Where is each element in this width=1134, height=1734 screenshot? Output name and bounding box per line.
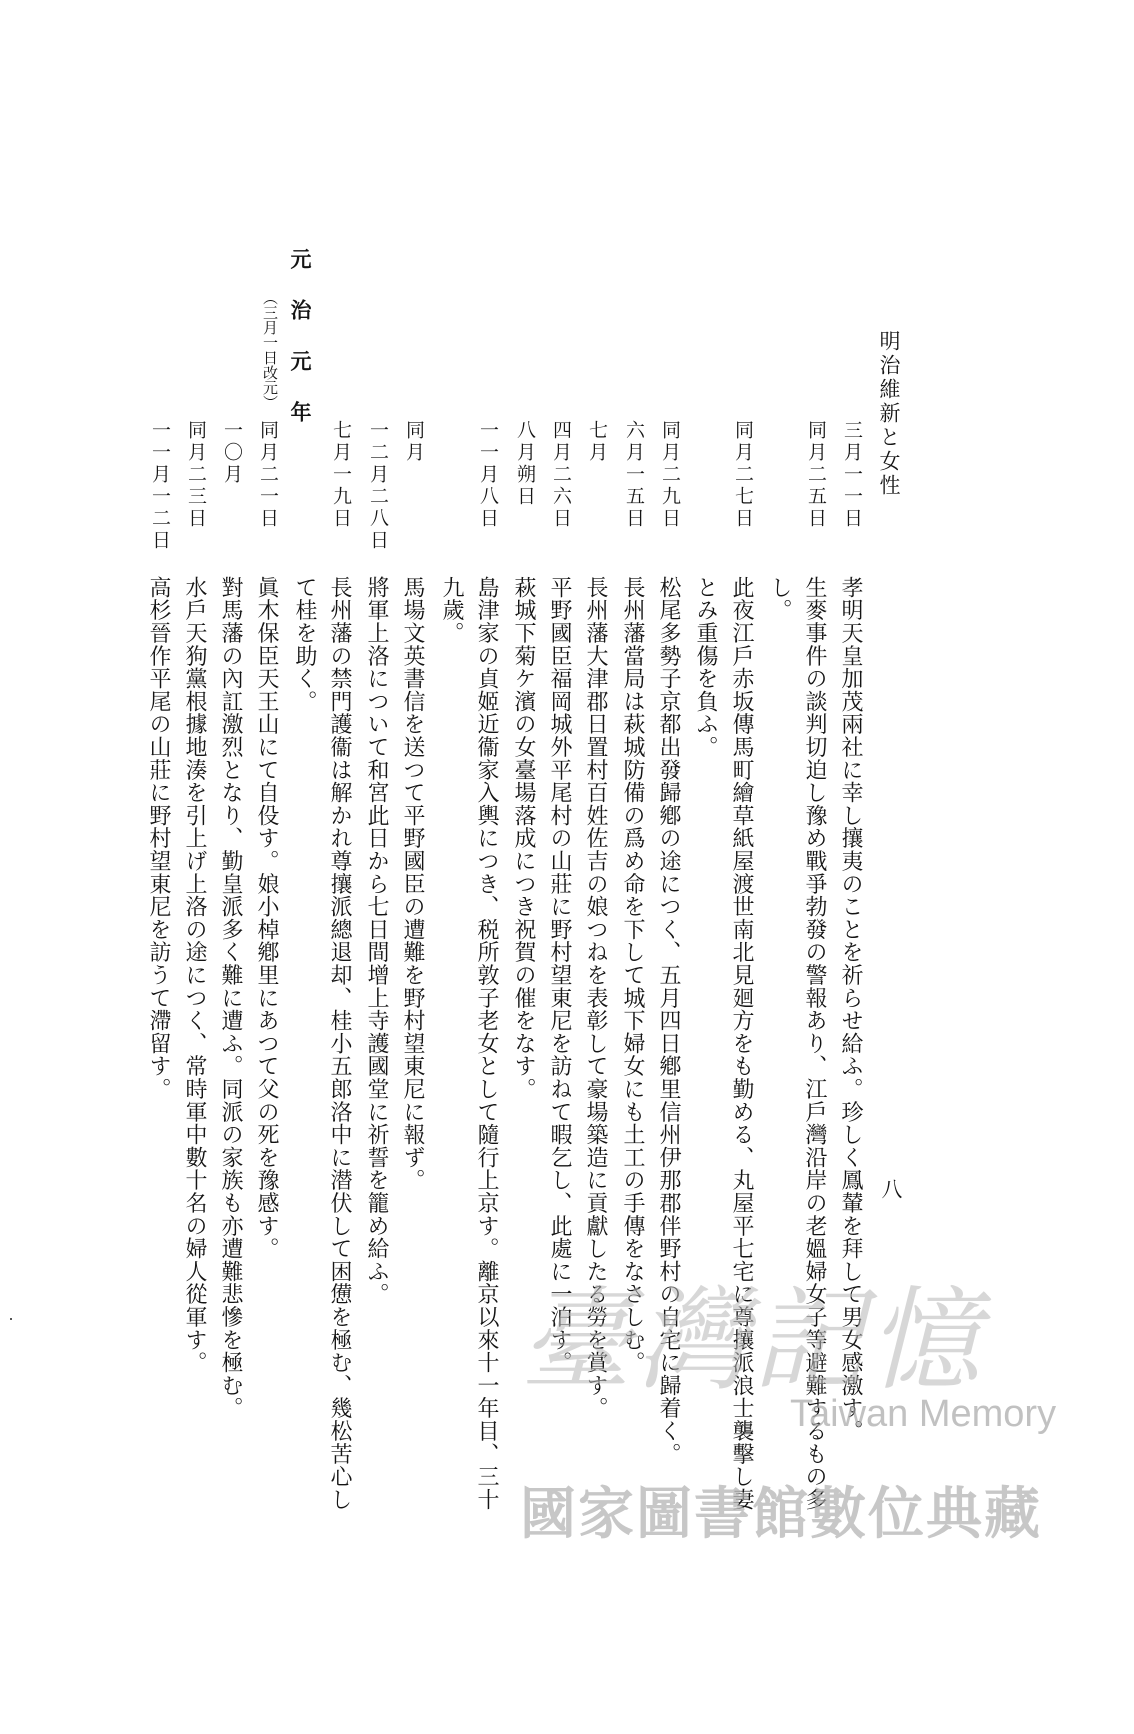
entry-date: 同月二一日 xyxy=(257,420,279,530)
entry-date: 一一月一二日 xyxy=(149,420,171,552)
entry-date: 一二月二八日 xyxy=(367,420,389,552)
entry-date: 同月二七日 xyxy=(732,420,754,530)
watermark-subtitle: 國家圖書館數位典藏 xyxy=(520,1482,1042,1547)
entry-text: 島津家の貞姬近衞家入輿につき、税所敦子老女として隨行上京す。離京以來十一年目、三十 xyxy=(474,576,499,1511)
watermark-title: 臺灣記憶 xyxy=(520,1276,984,1406)
entry-text: 對馬藩の內訌激烈となり、勤皇派多く難に遭ふ。同派の家族も亦遭難悲慘を極む。 xyxy=(218,576,243,1420)
entry-text: 平野國臣福岡城外平尾村の山莊に野村望東尼を訪ねて暇乞し、此處に一泊す。 xyxy=(547,576,572,1374)
entry-date: 六月一五日 xyxy=(623,420,645,530)
entry-text: 長州藩の禁門護衞は解かれ尊攘派總退却、桂小五郎洛中に潜伏して困憊を極む、幾松苦心し xyxy=(327,576,352,1511)
entry-date: 同月二五日 xyxy=(805,420,827,530)
entry-date: 同月 xyxy=(403,420,425,464)
entry-text: 水戶天狗黨根據地湊を引上げ上洛の途につく、常時軍中數十名の婦人從軍す。 xyxy=(182,576,207,1374)
entry-text: 此夜江戶赤坂傳馬町繪草紙屋渡世南北見廻方をも勤める、丸屋平七宅に尊攘派浪士襲擊し妻 xyxy=(729,576,754,1511)
entry-text: 生麥事件の談判切迫し豫め戰爭勃發の警報あり、江戶灣沿岸の老媼婦女子等避難するもの多 xyxy=(802,576,827,1511)
entry-text: 九歲。 xyxy=(439,576,464,645)
entry-text: 萩城下菊ケ濱の女臺場落成につき祝賀の催をなす。 xyxy=(511,576,536,1101)
entry-text: 長州藩當局は萩城防備の爲め命を下して城下婦女にも土工の手傳をなさしむ。 xyxy=(620,576,645,1374)
entry-text: 高杉晉作平尾の山莊に野村望東尼を訪うて滯留す。 xyxy=(146,576,171,1101)
entry-text: 孝明天皇加茂兩社に幸し攘夷のことを祈らせ給ふ。珍しく鳳輦を拜して男女感激す。 xyxy=(838,576,863,1443)
entry-date: 七月 xyxy=(586,420,608,464)
running-header: 明治維新と女性 xyxy=(877,330,901,498)
entry-date: 七月一九日 xyxy=(330,420,352,530)
entry-text: とみ重傷を負ふ。 xyxy=(693,576,718,759)
entry-text: 眞木保臣天王山にて自伇す。娘小棹鄕里にあつて父の死を豫感す。 xyxy=(254,576,279,1260)
page-number: 八 xyxy=(879,1178,903,1199)
entry-date: 八月朔日 xyxy=(514,420,536,508)
watermark xyxy=(520,1276,1080,1605)
era-note: （三月一日改元） xyxy=(261,290,279,410)
entry-text: 長州藩大津郡日置村百姓佐吉の娘つねを表彰して豪場築造に貢獻したる勞を賞す。 xyxy=(583,576,608,1420)
entry-date: 一〇月 xyxy=(221,420,243,486)
entry-date: 三月一一日 xyxy=(841,420,863,530)
scan-speck xyxy=(10,1318,12,1320)
entry-date: 同月二九日 xyxy=(659,420,681,530)
entry-date: 四月二六日 xyxy=(550,420,572,530)
entry-text: 松尾多勢子京都出發歸鄕の途につく、五月四日鄕里信州伊那郡伴野村の自宅に歸着く。 xyxy=(656,576,681,1466)
entry-date: 同月二三日 xyxy=(185,420,207,530)
entry-text: て桂を助く。 xyxy=(292,576,317,713)
entry-date: 一一月八日 xyxy=(477,420,499,530)
entry-text: し。 xyxy=(767,576,792,622)
entry-text: 馬場文英書信を送つて平野國臣の遭難を野村望東尼に報ず。 xyxy=(400,576,425,1192)
era-label: 元治元年 xyxy=(288,248,313,452)
watermark-english: Taiwan Memory xyxy=(790,1393,1057,1435)
entry-text: 將軍上洛について和宮此日から七日間增上寺護國堂に祈誓を籠め給ふ。 xyxy=(364,576,389,1306)
